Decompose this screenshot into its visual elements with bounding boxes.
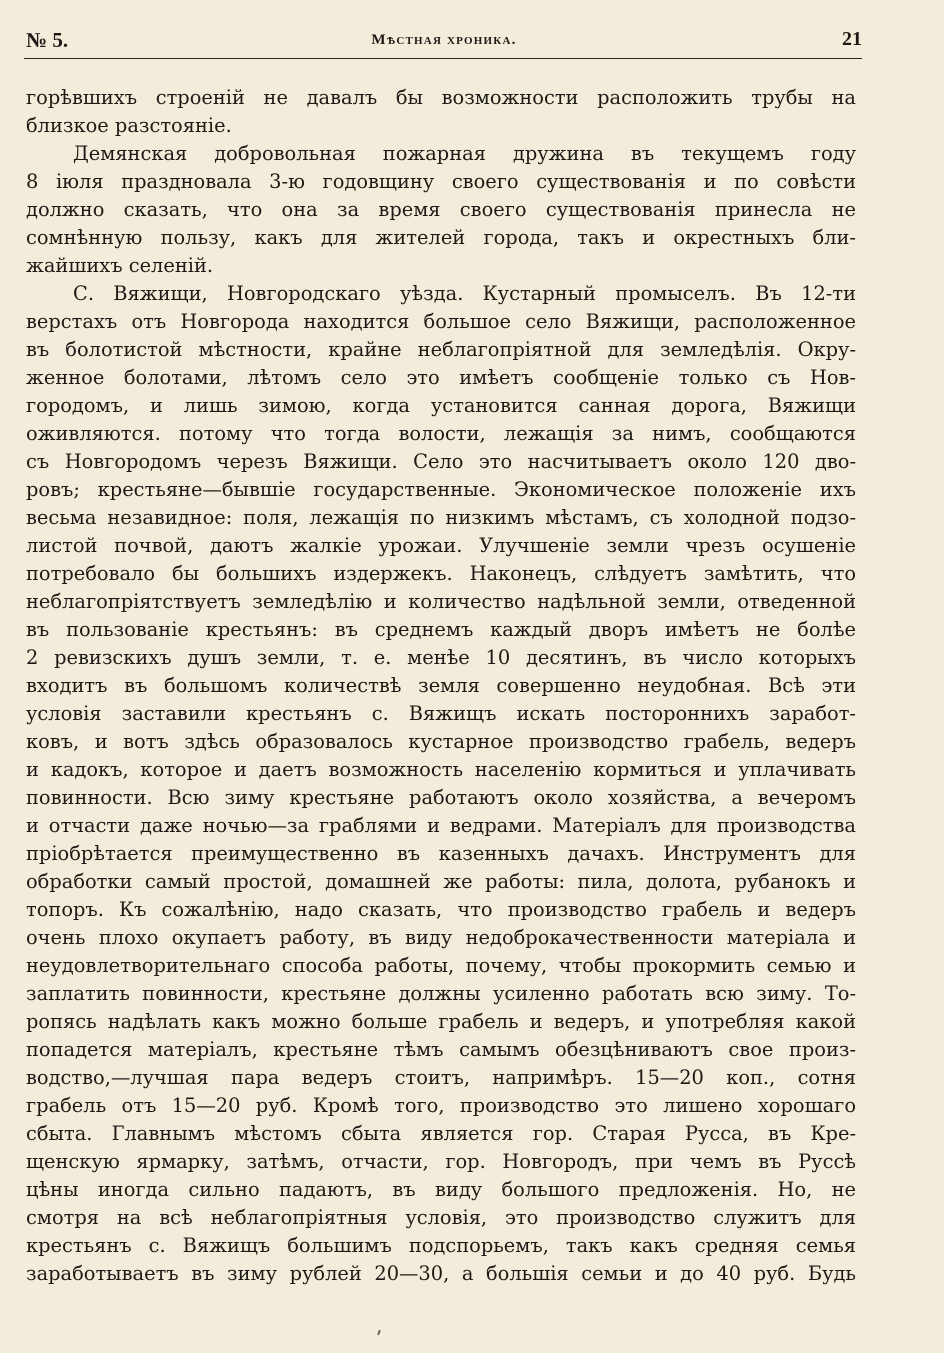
text-line: жайшихъ селенiй. bbox=[26, 254, 214, 277]
text-line: съ Новгородомъ черезъ Вяжищи. Село это насчитываетъ около 120 дво- bbox=[26, 450, 856, 473]
text-line: прiобрѣтается преимущественно въ казенныхъ дачахъ. Инструментъ для bbox=[26, 842, 856, 865]
text-line: щенскую ярмарку, затѣмъ, отчасти, гор. Новгородъ, при чемъ въ Руссѣ bbox=[26, 1150, 856, 1173]
text-line: близкое разстоянiе. bbox=[26, 114, 232, 137]
text-line: С. Вяжищи, Новгородскаго уѣзда. Кустарный промыселъ. Въ 12-ти bbox=[73, 282, 856, 305]
header-rule bbox=[24, 58, 862, 59]
text-line: очень плохо окупаетъ работу, въ виду недоброкачественности матерiала и bbox=[26, 926, 856, 949]
text-line: повинности. Всю зиму крестьяне работаютъ около хозяйства, а вечеромъ bbox=[26, 786, 856, 809]
text-line: неблагопрiятствуетъ земледѣлiю и количество надѣльной земли, отведенной bbox=[26, 590, 856, 613]
text-line: 2 ревизскихъ душъ земли, т. е. менѣе 10 десятинъ, въ число которыхъ bbox=[26, 646, 856, 669]
text-line: входитъ въ большомъ количествѣ земля совершенно неудобная. Всѣ эти bbox=[26, 674, 856, 697]
text-line: ковъ, и вотъ здѣсь образовалось кустарное производство грабель, ведеръ bbox=[26, 730, 856, 753]
text-line: водство,—лучшая пара ведеръ стоитъ, напримѣръ. 15—20 коп., сотня bbox=[26, 1066, 856, 1089]
text-line: въ пользованiе крестьянъ: въ среднемъ каждый дворъ имѣетъ не болѣе bbox=[26, 618, 856, 641]
text-line: топоръ. Къ сожалѣнiю, надо сказать, что производство грабель и ведеръ bbox=[26, 898, 856, 921]
text-line: цѣны иногда сильно падаютъ, въ виду большого предложенiя. Но, не bbox=[26, 1178, 856, 1201]
text-line: должно сказать, что она за время своего существованiя принесла не bbox=[26, 198, 856, 221]
text-line: попадется матерiалъ, крестьяне тѣмъ самымъ обезцѣниваютъ свое произ- bbox=[26, 1038, 856, 1061]
section-title: Мѣстная хроника. bbox=[371, 32, 517, 48]
text-line: заплатить повинности, крестьяне должны усиленно работать всю зиму. То- bbox=[26, 982, 856, 1005]
text-line: верстахъ отъ Новгорода находится большое село Вяжищи, расположенное bbox=[26, 310, 856, 333]
text-line: городомъ, и лишь зимою, когда установится санная дорога, Вяжищи bbox=[26, 394, 856, 417]
text-line: обработки самый простой, домашней же работы: пила, долота, рубанокъ и bbox=[26, 870, 856, 893]
text-line: смотря на всѣ неблагопрiятныя условiя, это производство служитъ для bbox=[26, 1206, 856, 1229]
text-line: листой почвой, даютъ жалкiе урожаи. Улучшенiе земли чрезъ осушенiе bbox=[26, 534, 856, 557]
text-line: ровъ; крестьяне—бывшiе государственные. Экономическое положенiе ихъ bbox=[26, 478, 856, 501]
text-line: крестьянъ с. Вяжищъ большимъ подспорьемъ, такъ какъ средняя семья bbox=[26, 1234, 856, 1257]
text-line: неудовлетворительнаго способа работы, почему, чтобы прокормить семью и bbox=[26, 954, 856, 977]
text-line: оживляются. потому что тогда волости, лежащiя за нимъ, сообщаются bbox=[26, 422, 856, 445]
text-line: въ болотистой мѣстности, крайне неблагопрiятной для земледѣлiя. Окру- bbox=[26, 338, 856, 361]
text-line: грабель отъ 15—20 руб. Кромѣ того, производство это лишено хорошаго bbox=[26, 1094, 856, 1117]
running-header bbox=[26, 28, 862, 56]
text-line: ропясь надѣлать какъ можно больше грабель и ведеръ, и употребляя какой bbox=[26, 1010, 856, 1033]
text-line: условiя заставили крестьянъ с. Вяжищъ искать постороннихъ заработ- bbox=[26, 702, 856, 725]
print-speck bbox=[377, 1330, 381, 1335]
page-number: 21 bbox=[842, 28, 862, 50]
text-line: 8 iюля праздновала 3-ю годовщину своего существованiя и по совѣсти bbox=[26, 170, 856, 193]
text-line: горѣвшихъ строенiй не давалъ бы возможности расположить трубы на bbox=[26, 86, 856, 109]
text-line: сомнѣнную пользу, какъ для жителей города, такъ и окрестныхъ бли- bbox=[26, 226, 856, 249]
text-line: и кадокъ, которое и даетъ возможность населенiю кормиться и уплачивать bbox=[26, 758, 856, 781]
text-line: весьма незавидное: поля, лежащiя по низкимъ мѣстамъ, съ холодной подзо- bbox=[26, 506, 856, 529]
text-line: Демянская добровольная пожарная дружина въ текущемъ году bbox=[73, 142, 856, 165]
text-line: заработываетъ въ зиму рублей 20—30, а большiя семьи и до 40 руб. Будь bbox=[26, 1262, 856, 1285]
text-line: потребовало бы большихъ издержекъ. Наконецъ, слѣдуетъ замѣтить, что bbox=[26, 562, 856, 585]
body-text bbox=[26, 84, 856, 1288]
issue-number: № 5. bbox=[26, 28, 69, 52]
text-line: женное болотами, лѣтомъ село это имѣетъ сообщенiе только съ Нов- bbox=[26, 366, 856, 389]
text-line: сбыта. Главнымъ мѣстомъ сбыта является гор. Старая Русса, въ Кре- bbox=[26, 1122, 856, 1145]
text-line: и отчасти даже ночью—за граблями и ведрами. Матерiалъ для производства bbox=[26, 814, 856, 837]
